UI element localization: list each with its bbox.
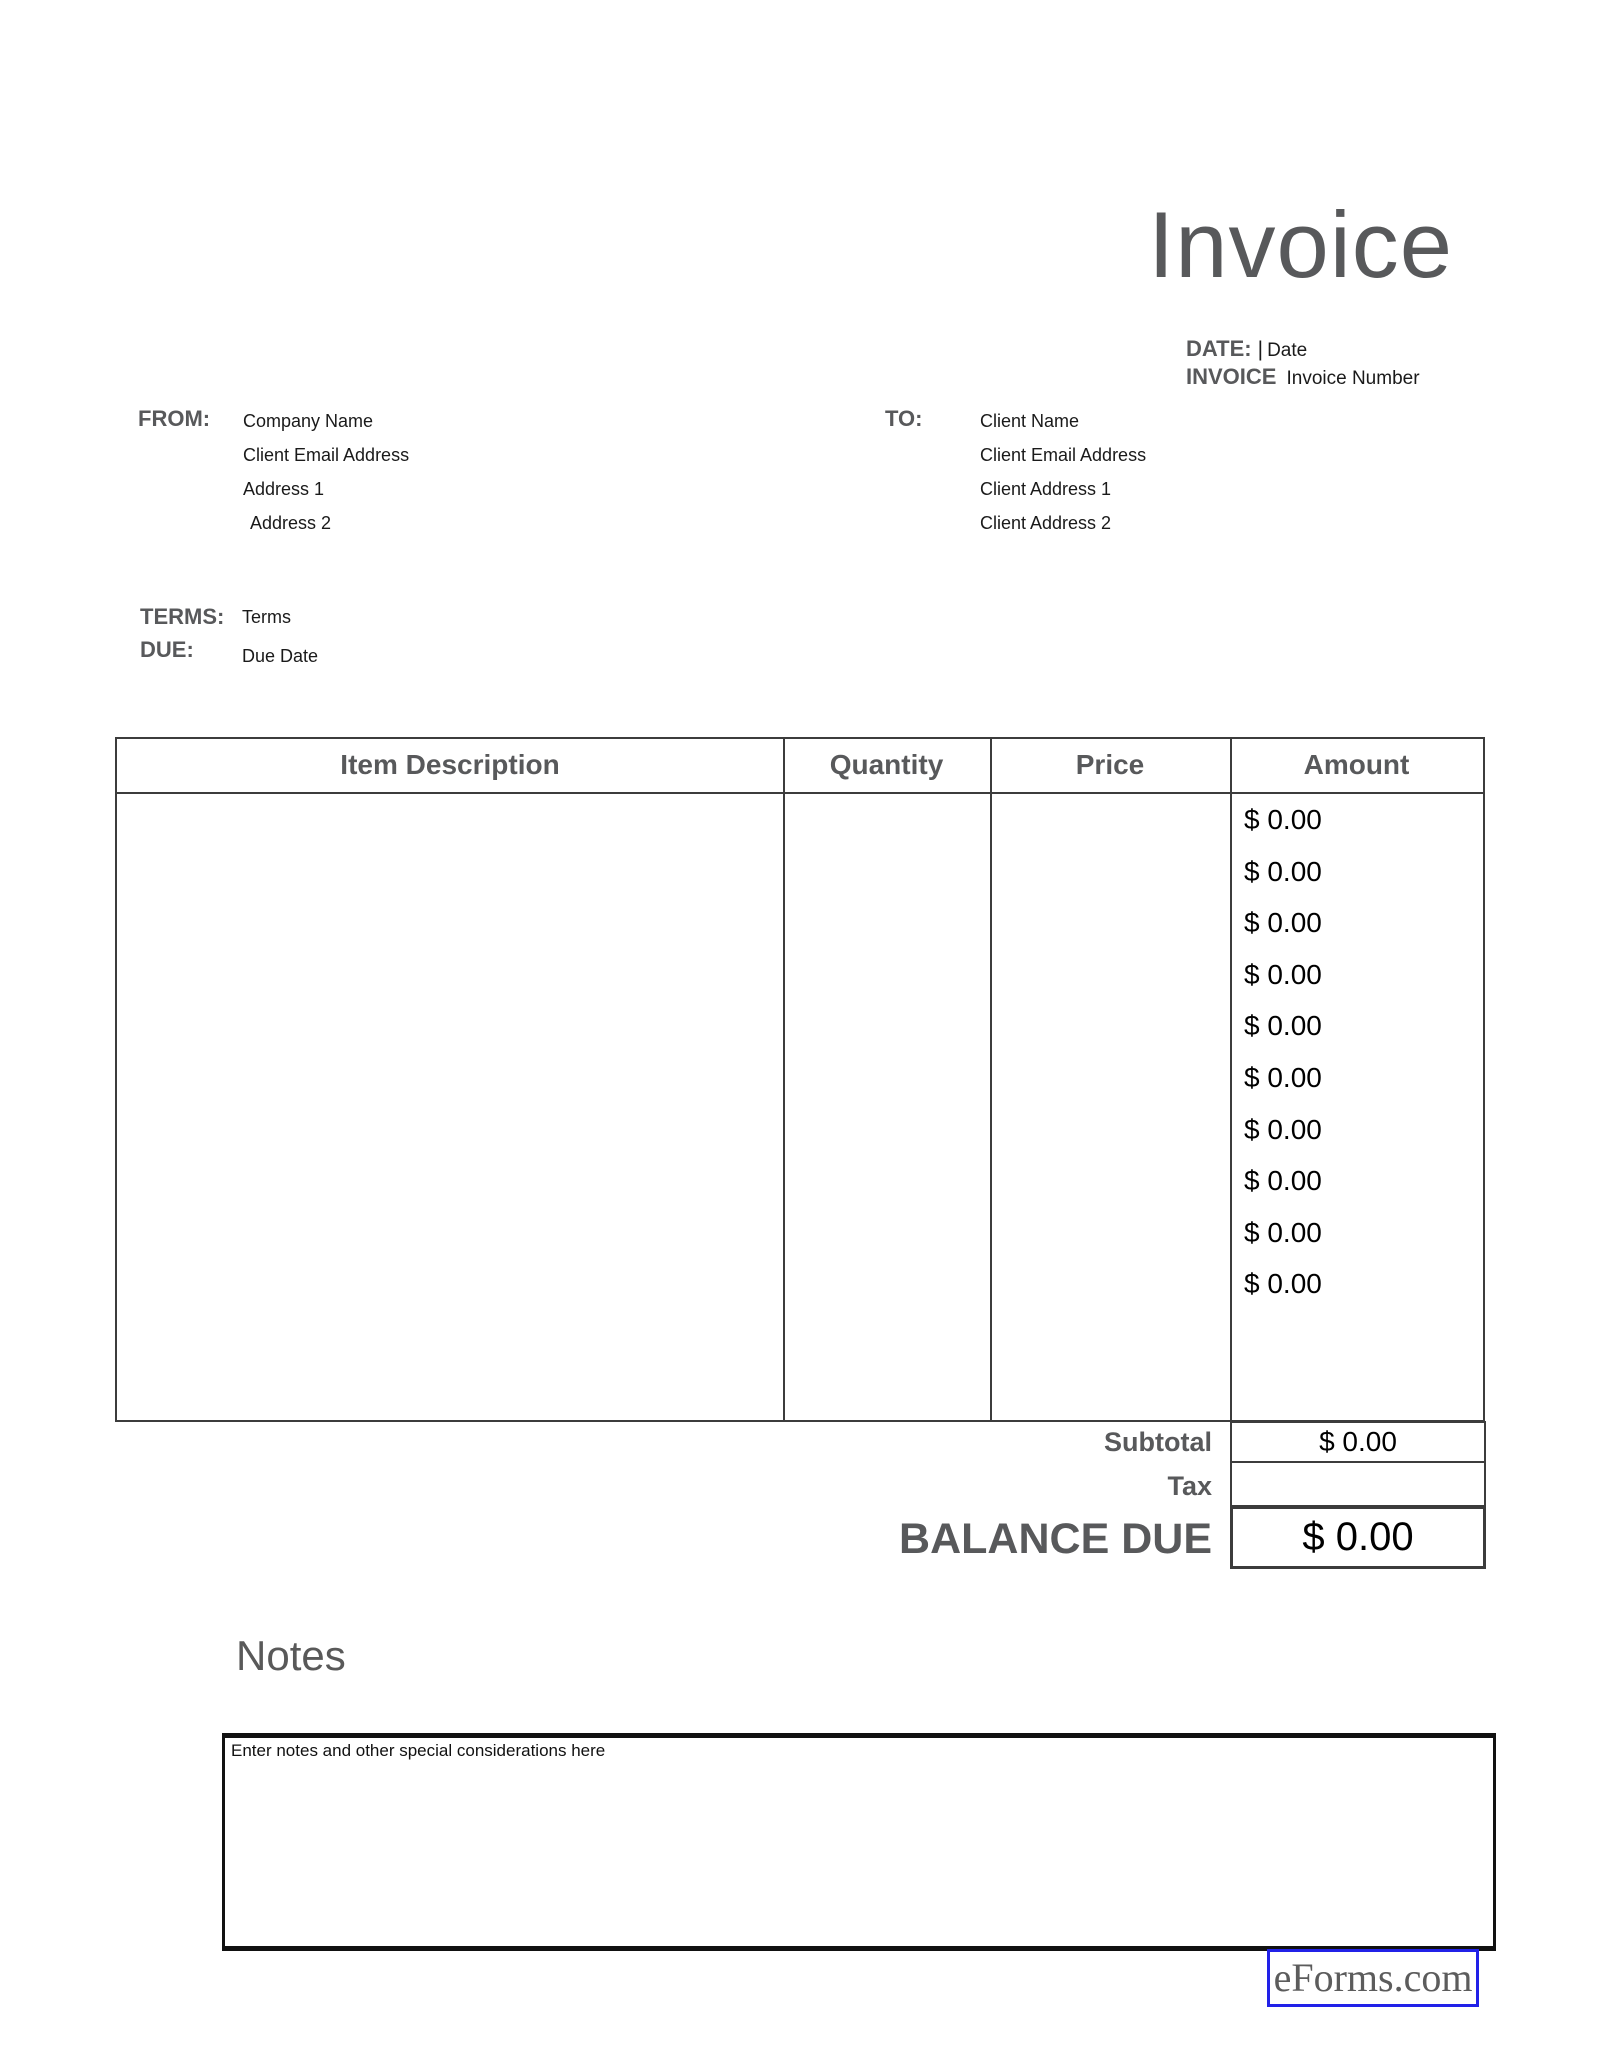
quantity-input-area[interactable] [785,796,990,1420]
due-label: DUE: [140,637,194,662]
from-address1-field[interactable]: Address 1 [243,479,325,499]
from-label: FROM: [138,406,211,431]
amount-cell: $ 0.00 [1244,958,1322,990]
amount-cell: $ 0.00 [1244,855,1322,887]
invoice-number-field[interactable]: Invoice Number [1286,368,1420,389]
subtotal-value-box: $ 0.00 [1230,1421,1486,1463]
terms-label: TERMS: [140,604,225,629]
item-description-input-area[interactable] [117,796,783,1420]
to-address2-field[interactable]: Client Address 2 [980,513,1112,533]
amount-cell: $ 0.00 [1244,1165,1322,1197]
tax-label: Tax [1167,1471,1212,1501]
invoice-number-label: INVOICE [1186,364,1277,389]
to-label: TO: [885,406,923,431]
date-separator: | [1257,338,1264,361]
to-email-field[interactable]: Client Email Address [980,445,1147,465]
column-header-price: Price [1075,749,1145,780]
tax-input-box[interactable] [1230,1461,1486,1507]
amount-column-values [1244,794,1322,1310]
amount-cell: $ 0.00 [1244,1010,1322,1042]
invoice-number-row [1186,364,1420,390]
page-title: Invoice [1148,192,1453,297]
amount-cell: $ 0.00 [1244,804,1322,835]
date-field[interactable]: Date [1267,340,1308,361]
column-header-amount: Amount [1303,749,1410,780]
terms-field[interactable]: Terms [242,607,291,627]
subtotal-label: Subtotal [1104,1427,1212,1457]
column-divider [1230,739,1232,1420]
notes-placeholder-text: Enter notes and other special considerations here [231,1741,606,1760]
from-email-field[interactable]: Client Email Address [243,445,410,465]
to-client-name-field[interactable]: Client Name [980,411,1080,431]
amount-cell: $ 0.00 [1244,907,1322,939]
column-header-quantity: Quantity [829,749,944,780]
date-label: DATE: [1186,336,1252,361]
from-company-name-field[interactable]: Company Name [243,411,374,431]
balance-due-label: BALANCE DUE [899,1515,1212,1563]
eforms-link-text: eForms.com [1273,1955,1473,2000]
column-header-item-description: Item Description [340,749,560,780]
balance-due-value-box: $ 0.00 [1230,1506,1486,1569]
amount-cell: $ 0.00 [1244,1216,1322,1248]
eforms-link-box[interactable] [1267,1949,1479,2007]
notes-input-box[interactable] [222,1733,1496,1951]
amount-cell: $ 0.00 [1244,1268,1322,1300]
date-row [1186,336,1307,362]
notes-heading: Notes [236,1632,346,1679]
from-address2-field[interactable]: Address 2 [250,513,332,533]
amount-cell: $ 0.00 [1244,1061,1322,1093]
line-items-table [115,737,1485,1422]
to-address1-field[interactable]: Client Address 1 [980,479,1112,499]
to-address-block [980,404,1146,540]
price-input-area[interactable] [992,796,1230,1420]
from-address-block [243,404,409,540]
amount-cell: $ 0.00 [1244,1113,1322,1145]
table-header-row [117,739,1483,794]
due-date-field[interactable]: Due Date [242,646,319,666]
